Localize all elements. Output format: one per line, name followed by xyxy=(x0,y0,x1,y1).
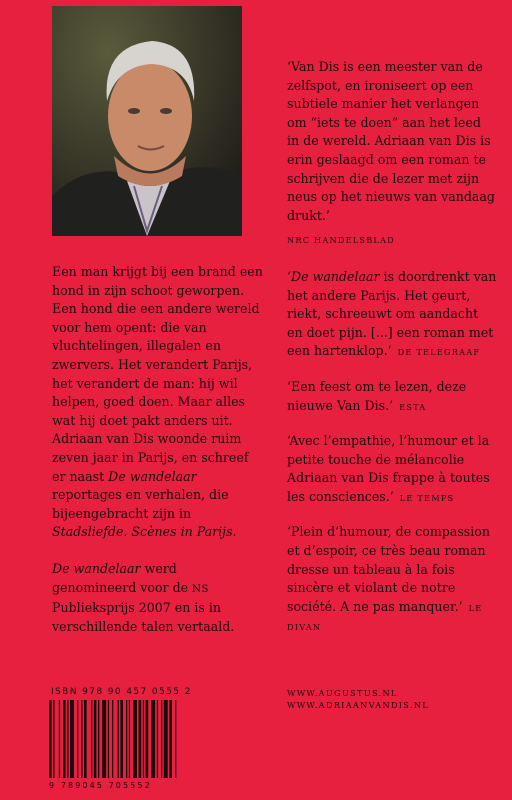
barcode-digits: 9 789045 705552 xyxy=(49,781,152,790)
review-text: is doordrenkt van het andere Parijs. Het geurt, riekt, schreeuwt om aandacht en doet pijn. [...] een roman met een hartenklop.’ xyxy=(287,268,497,359)
isbn-number: ISBN 978 90 457 0555 2 xyxy=(51,687,192,697)
author-url[interactable]: WWW.ADRIAANVANDIS.NL xyxy=(287,700,430,710)
blurb-text: reportages en verhalen, die bijeengebracht zijn in xyxy=(52,487,229,521)
review-text: ‘Een feest om te lezen, deze nieuwe Van Dis.’ xyxy=(287,378,467,413)
barcode-icon xyxy=(47,700,225,778)
website-links xyxy=(287,687,429,711)
review-source: LE TEMPS xyxy=(399,492,455,503)
review-quote xyxy=(287,268,497,362)
blurb-text: Publieksprijs 2007 en is in verschillende talen vertaald. xyxy=(52,600,235,634)
review-source: NRC HANDELSBLAD xyxy=(287,235,395,246)
review-quote xyxy=(287,523,497,637)
review-quote xyxy=(287,378,497,416)
review-text: ‘Avec l’empathie, l’humour et la petite touche de mélancolie Adriaan van Dis frappe à toutes les consciences.’ xyxy=(287,433,490,504)
review-book-title: ‘De wandelaar xyxy=(287,268,380,284)
author-portrait-image xyxy=(52,6,242,236)
prize-acronym: NS xyxy=(192,583,209,595)
book-title: Stadsliefde. Scènes in Parijs. xyxy=(52,524,237,540)
blurb-text: Een man krijgt bij een brand een hond in zijn schoot geworpen. Een hond die een andere wereld voor hem opent: die van vluchtelingen, illegalen en zwervers. Het verandert Parijs, het verandert de man: hij wil helpen, goed doen. Maar alles wat hij doet pakt anders uit. xyxy=(52,264,263,428)
reviews-column xyxy=(287,58,497,637)
blurb-column xyxy=(52,263,264,654)
review-text: ‘Van Dis is een meester van de zelfspot, en ironiseert op een subtiele manier het verlangen om “iets te doen” aan het leed in de wereld. Adriaan van Dis is erin geslaagd om een roman te schrijven die de lezer met zijn neus op het nieuws van vandaag drukt.’ xyxy=(287,59,495,223)
book-title: De wandelaar xyxy=(108,468,197,484)
blurb-paragraph xyxy=(52,263,264,542)
author-photo xyxy=(52,6,242,236)
review-quote xyxy=(287,432,497,507)
review-quote xyxy=(287,58,497,225)
review-source: DE TELEGRAAF xyxy=(397,347,481,358)
nomination-paragraph xyxy=(52,560,264,636)
publisher-url[interactable]: WWW.AUGUSTUS.NL xyxy=(287,688,398,698)
isbn-barcode xyxy=(47,687,227,797)
review-source: LE DIVAN xyxy=(287,602,483,633)
review-source: ESTA xyxy=(399,401,427,412)
book-title: De wandelaar xyxy=(52,560,141,576)
blurb-text: Adriaan van Dis woonde ruim zeven jaar in Parijs, en schreef er naast xyxy=(52,431,249,484)
blurb-text: werd genomineerd voor de xyxy=(52,560,193,595)
review-text: ‘Plein d’humour, de compassion et d’espoir, ce très beau roman dresse un tableau à la fois sincère et violant de notre société. A ne pas manquer.’ xyxy=(287,524,490,614)
